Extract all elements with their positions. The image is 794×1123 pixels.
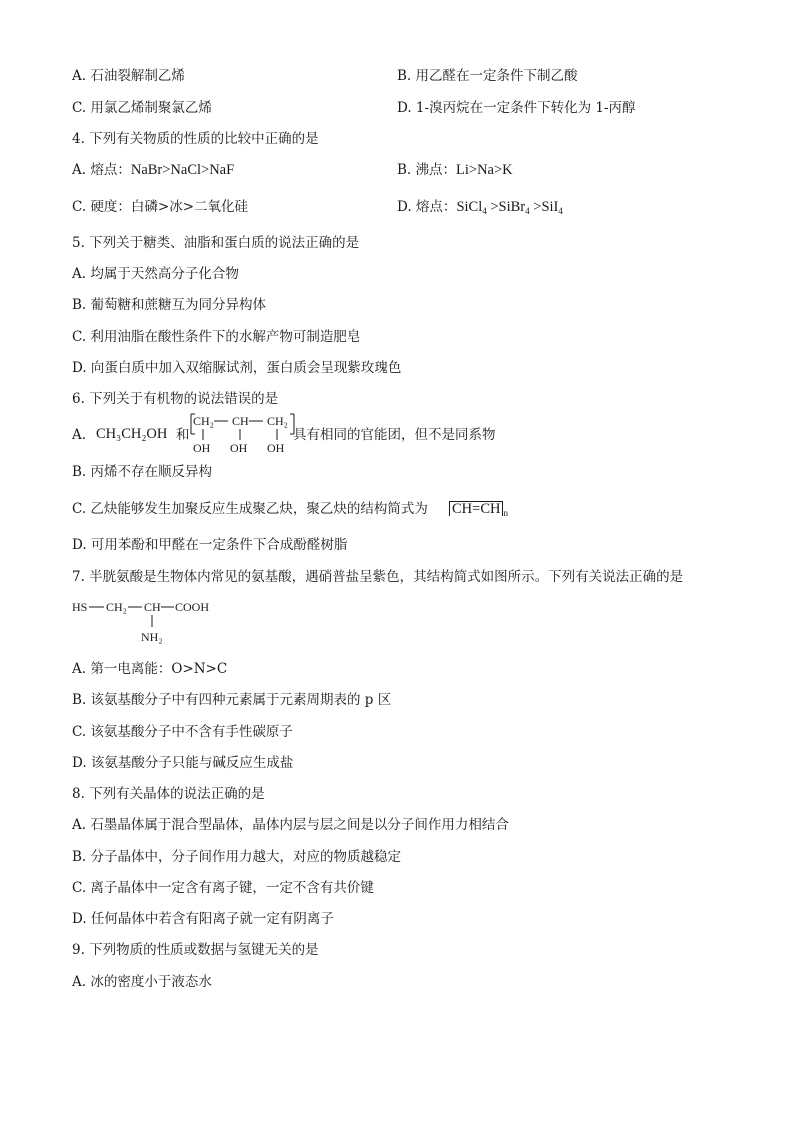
q8-stem: 8. 下列有关晶体的说法正确的是 (72, 786, 265, 802)
polyacetylene-formula (449, 499, 508, 522)
q3-option-b: B. 用乙醛在一定条件下制乙酸 (397, 68, 578, 84)
q6-stem: 6. 下列关于有机物的说法错误的是 (72, 391, 279, 407)
q4-a-label: A. 熔点： (72, 162, 131, 178)
cysteine-hs: HS (72, 600, 88, 614)
q7-stem: 7. 半胱氨酸是生物体内常见的氨基酸，遇硝普盐呈紫色，其结构简式如图所示。下列有关说法正确的是 (72, 569, 684, 585)
q4-option-b (397, 161, 513, 179)
q8-option-b: B. 分子晶体中，分子间作用力越大，对应的物质越稳定 (72, 849, 402, 865)
q7-option-a: A. 第一电离能：O>N>C (72, 661, 228, 677)
q6-option-c: C. 乙炔能够发生加聚反应生成聚乙炔，聚乙炔的结构简式为 (72, 501, 428, 517)
q4-option-d (397, 198, 563, 220)
cysteine-cooh: COOH (175, 600, 210, 614)
cysteine-ch2: CH₂ (106, 600, 127, 614)
q5-option-c: C. 利用油脂在酸性条件下的水解产物可制造肥皂 (72, 329, 361, 345)
polyacetylene-bracket: CH=CH (449, 501, 503, 516)
q3-option-c: C. 用氯乙烯制聚氯乙烯 (72, 100, 212, 116)
q7-option-d: D. 该氨基酸分子只能与碱反应生成盐 (72, 755, 294, 771)
q4-b-formula: Li>Na>K (456, 162, 513, 178)
cysteine-nh2: NH₂ (141, 630, 163, 644)
q8-option-c: C. 离子晶体中一定含有离子键，一定不含有共价键 (72, 880, 374, 896)
q9-option-a: A. 冰的密度小于液态水 (72, 974, 212, 990)
q6-and: 和 (176, 427, 190, 443)
q3-option-a: A. 石油裂解制乙烯 (72, 68, 185, 84)
glycerol-oh-2: OH (230, 441, 248, 455)
q8-option-d: D. 任何晶体中若含有阳离子就一定有阴离子 (72, 911, 334, 927)
q3-option-d: D. 1-溴丙烷在一定条件下转化为 1-丙醇 (397, 100, 636, 116)
glycerol-ch2-left: CH₂ (193, 414, 214, 428)
cysteine-structure (72, 598, 222, 646)
q6-option-d: D. 可用苯酚和甲醛在一定条件下合成酚醛树脂 (72, 537, 348, 553)
glycerol-oh-3: OH (267, 441, 285, 455)
q9-stem: 9. 下列物质的性质或数据与氢键无关的是 (72, 942, 319, 958)
q6-option-b: B. 丙烯不存在顺反异构 (72, 464, 213, 480)
q8-option-a: A. 石墨晶体属于混合型晶体，晶体内层与层之间是以分子间作用力相结合 (72, 817, 509, 833)
q5-option-a: A. 均属于天然高分子化合物 (72, 266, 239, 282)
q4-b-label: B. 沸点： (397, 162, 457, 178)
q5-option-b: B. 葡萄糖和蔗糖互为同分异构体 (72, 297, 267, 313)
q5-option-d: D. 向蛋白质中加入双缩脲试剂，蛋白质会呈现紫玫瑰色 (72, 360, 402, 376)
q5-stem: 5. 下列关于糖类、油脂和蛋白质的说法正确的是 (72, 235, 360, 251)
glycerol-structure (190, 412, 296, 456)
glycerol-ch2-right: CH₂ (267, 414, 288, 428)
cysteine-ch: CH (144, 600, 161, 614)
q4-option-c: C. 硬度：白磷>冰>二氧化硅 (72, 199, 249, 215)
q4-option-a (72, 161, 234, 179)
glycerol-ch: CH (232, 414, 249, 428)
q6-option-a-label: A. (72, 427, 87, 443)
q4-stem: 4. 下列有关物质的性质的比较中正确的是 (72, 131, 319, 147)
q4-d-label: D. 熔点： (397, 199, 457, 215)
q7-option-b: B. 该氨基酸分子中有四种元素属于元素周期表的 p 区 (72, 692, 392, 708)
q4-a-formula: NaBr>NaCl>NaF (130, 162, 235, 178)
glycerol-oh-1: OH (193, 441, 211, 455)
polyacetylene-n: n (503, 508, 508, 518)
q4-d-formula: SiCl$_4$ >SiBr$_4$ >SiI$_4$ (456, 199, 563, 216)
q6-ethanol-formula: CH₃CH₂OH (96, 426, 168, 442)
q7-option-c: C. 该氨基酸分子中不含有手性碳原子 (72, 724, 293, 740)
q6-option-a-rest: 具有相同的官能团，但不是同系物 (293, 427, 496, 443)
